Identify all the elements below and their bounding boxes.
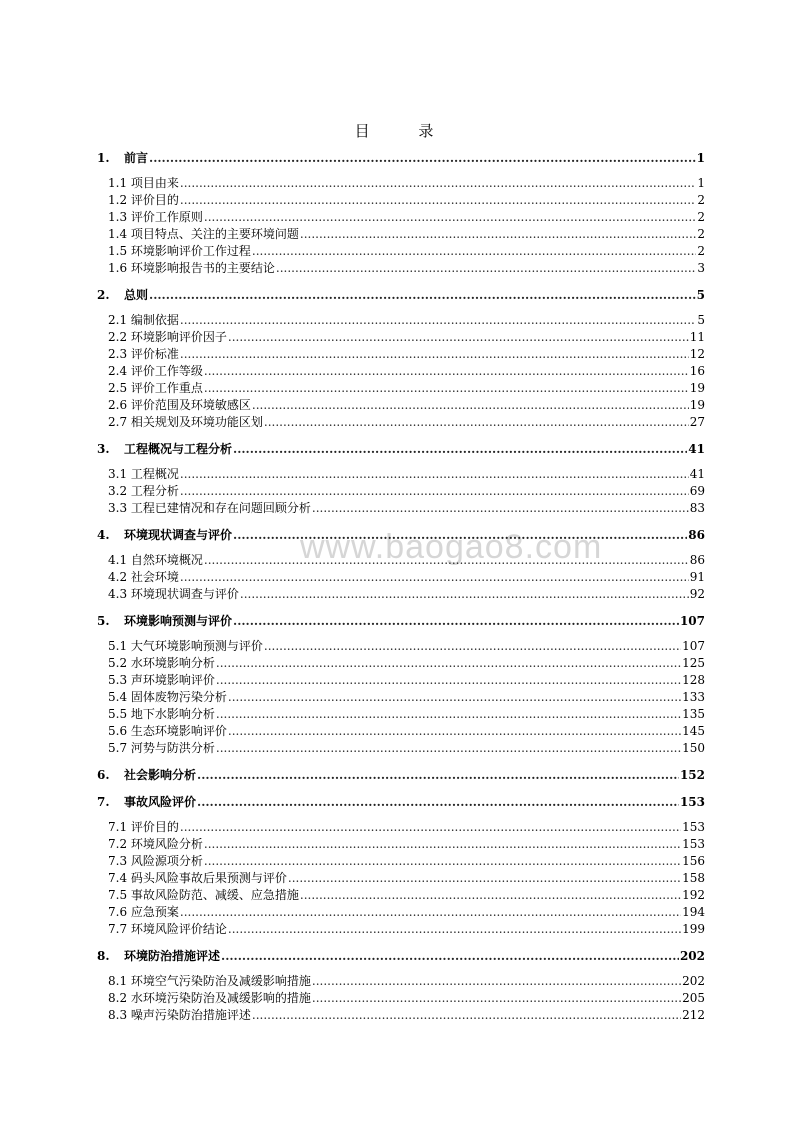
chapter-number: 4. (97, 528, 110, 542)
chapter-label (97, 527, 232, 544)
section-label: 7.7 环境风险评价结论 (108, 922, 227, 936)
dot-leader (312, 990, 681, 1007)
dot-leader (197, 794, 679, 811)
dot-leader (204, 853, 681, 870)
toc-section-entry[interactable] (97, 836, 705, 853)
section-page-number: 1 (697, 176, 705, 190)
toc-section-entry[interactable] (97, 552, 705, 569)
chapter-title: 总则 (124, 288, 149, 302)
dot-leader (252, 397, 689, 414)
dot-leader (180, 466, 689, 483)
toc-section-entry[interactable] (97, 363, 705, 380)
section-label: 3.1 工程概况 (108, 467, 179, 481)
toc-section-entry[interactable] (97, 483, 705, 500)
dot-leader (312, 500, 689, 517)
toc-chapter-entry[interactable] (97, 794, 705, 811)
dot-leader (204, 209, 696, 226)
dot-leader (180, 904, 681, 921)
toc-section-entry[interactable] (97, 243, 705, 260)
dot-leader (228, 689, 681, 706)
section-page-number: 212 (682, 1008, 705, 1022)
dot-leader (204, 380, 689, 397)
section-label: 7.4 码头风险事故后果预测与评价 (108, 871, 287, 885)
chapter-page-number: 152 (679, 768, 705, 782)
section-page-number: 19 (689, 381, 705, 395)
toc-section-entry[interactable] (97, 853, 705, 870)
toc-section-entry[interactable] (97, 175, 705, 192)
section-page-number: 199 (682, 922, 705, 936)
section-page-number: 125 (682, 656, 705, 670)
section-label: 2.3 评价标准 (108, 347, 179, 361)
section-label: 3.2 工程分析 (108, 484, 179, 498)
section-label: 5.5 地下水影响分析 (108, 707, 215, 721)
watermark: www.baogao8.com (300, 528, 603, 566)
chapter-label (97, 287, 148, 304)
chapter-page-number: 1 (696, 151, 705, 165)
section-page-number: 2 (697, 193, 705, 207)
chapter-title: 环境影响预测与评价 (124, 614, 233, 628)
chapter-label (97, 767, 196, 784)
section-page-number: 133 (682, 690, 705, 704)
toc-title: 目 录 (354, 122, 456, 140)
dot-leader (180, 175, 696, 192)
chapter-number: 2. (97, 288, 110, 302)
chapter-page-number: 153 (679, 795, 705, 809)
section-label: 5.3 声环境影响评价 (108, 673, 215, 687)
toc-chapter-entry[interactable] (97, 441, 705, 458)
section-page-number: 16 (689, 364, 705, 378)
spacer (97, 811, 705, 819)
dot-leader (197, 767, 679, 784)
toc-section-entry[interactable] (97, 346, 705, 363)
toc-section-entry[interactable] (97, 466, 705, 483)
dot-leader (233, 613, 679, 630)
dot-leader (204, 363, 689, 380)
section-label: 8.3 噪声污染防治措施评述 (108, 1008, 251, 1022)
chapter-page-number: 86 (688, 528, 705, 542)
section-label: 4.2 社会环境 (108, 570, 179, 584)
section-label: 7.5 事故风险防范、减缓、应急措施 (108, 888, 299, 902)
dot-leader (180, 483, 689, 500)
toc-chapter-entry[interactable] (97, 527, 705, 544)
toc-section-entry[interactable] (97, 380, 705, 397)
chapter-label (97, 948, 220, 965)
section-page-number: 192 (682, 888, 705, 902)
spacer (97, 458, 705, 466)
toc-chapter-entry[interactable] (97, 767, 705, 784)
section-page-number: 91 (689, 570, 705, 584)
section-page-number: 27 (689, 415, 705, 429)
chapter-title: 前言 (124, 151, 149, 165)
section-label: 2.4 评价工作等级 (108, 364, 203, 378)
chapter-number: 1. (97, 151, 110, 165)
dot-leader (216, 672, 681, 689)
chapter-page-number: 107 (679, 614, 705, 628)
toc-section-entry[interactable] (97, 226, 705, 243)
toc-section-entry[interactable] (97, 569, 705, 586)
section-label: 1.4 项目特点、关注的主要环境问题 (108, 227, 299, 241)
section-page-number: 19 (689, 398, 705, 412)
chapter-label (97, 150, 148, 167)
section-page-number: 86 (689, 553, 705, 567)
section-label: 8.2 水环境污染防治及减缓影响的措施 (108, 991, 311, 1005)
section-label: 3.3 工程已建情况和存在问题回顾分析 (108, 501, 311, 515)
dot-leader (252, 243, 696, 260)
section-label: 5.4 固体废物污染分析 (108, 690, 227, 704)
chapter-page-number: 5 (696, 288, 705, 302)
chapter-page-number: 41 (688, 442, 705, 456)
section-page-number: 202 (682, 974, 705, 988)
chapter-number: 7. (97, 795, 110, 809)
section-label: 4.3 环境现状调查与评价 (108, 587, 239, 601)
dot-leader (149, 150, 696, 167)
toc-section-entry[interactable] (97, 329, 705, 346)
dot-leader (300, 887, 681, 904)
toc-section-entry[interactable] (97, 921, 705, 938)
dot-leader (221, 948, 679, 965)
chapter-page-number: 202 (679, 949, 705, 963)
section-page-number: 156 (682, 854, 705, 868)
section-page-number: 153 (682, 837, 705, 851)
section-page-number: 2 (697, 244, 705, 258)
toc-chapter-entry[interactable] (97, 948, 705, 965)
toc-section-entry[interactable] (97, 192, 705, 209)
chapter-title: 环境防治措施评述 (124, 949, 221, 963)
table-of-contents (97, 150, 705, 1024)
section-page-number: 3 (697, 261, 705, 275)
section-label: 4.1 自然环境概况 (108, 553, 203, 567)
toc-section-entry[interactable] (97, 870, 705, 887)
section-page-number: 145 (682, 724, 705, 738)
section-page-number: 41 (689, 467, 705, 481)
section-page-number: 158 (682, 871, 705, 885)
chapter-number: 3. (97, 442, 110, 456)
toc-chapter-entry[interactable] (97, 287, 705, 304)
section-label: 2.6 评价范围及环境敏感区 (108, 398, 251, 412)
dot-leader (204, 552, 689, 569)
section-page-number: 2 (697, 227, 705, 241)
spacer (97, 630, 705, 638)
dot-leader (228, 723, 681, 740)
dot-leader (180, 312, 696, 329)
chapter-title: 环境现状调查与评价 (124, 528, 233, 542)
chapter-label (97, 794, 196, 811)
toc-section-entry[interactable] (97, 706, 705, 723)
dot-leader (300, 226, 696, 243)
section-label: 7.2 环境风险分析 (108, 837, 203, 851)
toc-section-entry[interactable] (97, 414, 705, 431)
chapter-number: 8. (97, 949, 110, 963)
section-page-number: 205 (682, 991, 705, 1005)
chapter-label (97, 441, 232, 458)
section-label: 1.2 评价目的 (108, 193, 179, 207)
toc-section-entry[interactable] (97, 689, 705, 706)
toc-section-entry[interactable] (97, 904, 705, 921)
section-label: 7.3 风险源项分析 (108, 854, 203, 868)
section-page-number: 107 (682, 639, 705, 653)
spacer (97, 167, 705, 175)
dot-leader (276, 260, 696, 277)
chapter-title: 工程概况与工程分析 (124, 442, 233, 456)
section-label: 5.7 河势与防洪分析 (108, 741, 215, 755)
section-label: 5.2 水环境影响分析 (108, 656, 215, 670)
dot-leader (264, 638, 681, 655)
chapter-title: 事故风险评价 (124, 795, 197, 809)
section-label: 7.6 应急预案 (108, 905, 179, 919)
dot-leader (180, 569, 689, 586)
toc-chapter-entry[interactable] (97, 613, 705, 630)
section-label: 2.1 编制依据 (108, 313, 179, 327)
toc-section-entry[interactable] (97, 260, 705, 277)
section-page-number: 194 (682, 905, 705, 919)
section-page-number: 92 (689, 587, 705, 601)
section-label: 8.1 环境空气污染防治及减缓影响措施 (108, 974, 311, 988)
section-label: 1.5 环境影响评价工作过程 (108, 244, 251, 258)
spacer (97, 544, 705, 552)
dot-leader (216, 655, 681, 672)
section-page-number: 12 (689, 347, 705, 361)
dot-leader (149, 287, 696, 304)
toc-section-entry[interactable] (97, 990, 705, 1007)
section-label: 2.2 环境影响评价因子 (108, 330, 227, 344)
section-label: 2.7 相关规划及环境功能区划 (108, 415, 263, 429)
toc-section-entry[interactable] (97, 397, 705, 414)
chapter-number: 6. (97, 768, 110, 782)
toc-section-entry[interactable] (97, 740, 705, 757)
dot-leader (180, 192, 696, 209)
toc-section-entry[interactable] (97, 586, 705, 603)
section-page-number: 153 (682, 820, 705, 834)
toc-section-entry[interactable] (97, 209, 705, 226)
dot-leader (312, 973, 681, 990)
spacer (97, 965, 705, 973)
toc-section-entry[interactable] (97, 887, 705, 904)
section-label: 5.1 大气环境影响预测与评价 (108, 639, 263, 653)
section-page-number: 135 (682, 707, 705, 721)
dot-leader (288, 870, 681, 887)
section-page-number: 83 (689, 501, 705, 515)
spacer (97, 304, 705, 312)
dot-leader (233, 441, 687, 458)
toc-section-entry[interactable] (97, 1007, 705, 1024)
toc-section-entry[interactable] (97, 973, 705, 990)
section-label: 1.6 环境影响报告书的主要结论 (108, 261, 275, 275)
toc-section-entry[interactable] (97, 312, 705, 329)
toc-section-entry[interactable] (97, 638, 705, 655)
section-page-number: 11 (689, 330, 705, 344)
section-label: 2.5 评价工作重点 (108, 381, 203, 395)
dot-leader (216, 740, 681, 757)
chapter-label (97, 613, 232, 630)
section-label: 1.1 项目由来 (108, 176, 179, 190)
dot-leader (228, 329, 689, 346)
dot-leader (180, 819, 681, 836)
chapter-number: 5. (97, 614, 110, 628)
dot-leader (264, 414, 689, 431)
toc-section-entry[interactable] (97, 500, 705, 517)
toc-section-entry[interactable] (97, 672, 705, 689)
toc-section-entry[interactable] (97, 655, 705, 672)
dot-leader (252, 1007, 681, 1024)
section-label: 5.6 生态环境影响评价 (108, 724, 227, 738)
section-page-number: 5 (697, 313, 705, 327)
dot-leader (240, 586, 689, 603)
section-page-number: 150 (682, 741, 705, 755)
section-page-number: 69 (689, 484, 705, 498)
toc-section-entry[interactable] (97, 819, 705, 836)
section-label: 7.1 评价目的 (108, 820, 179, 834)
dot-leader (233, 527, 687, 544)
dot-leader (180, 346, 689, 363)
dot-leader (228, 921, 681, 938)
toc-section-entry[interactable] (97, 723, 705, 740)
section-page-number: 2 (697, 210, 705, 224)
dot-leader (216, 706, 681, 723)
section-label: 1.3 评价工作原则 (108, 210, 203, 224)
chapter-title: 社会影响分析 (124, 768, 197, 782)
toc-chapter-entry[interactable] (97, 150, 705, 167)
section-page-number: 128 (682, 673, 705, 687)
dot-leader (204, 836, 681, 853)
